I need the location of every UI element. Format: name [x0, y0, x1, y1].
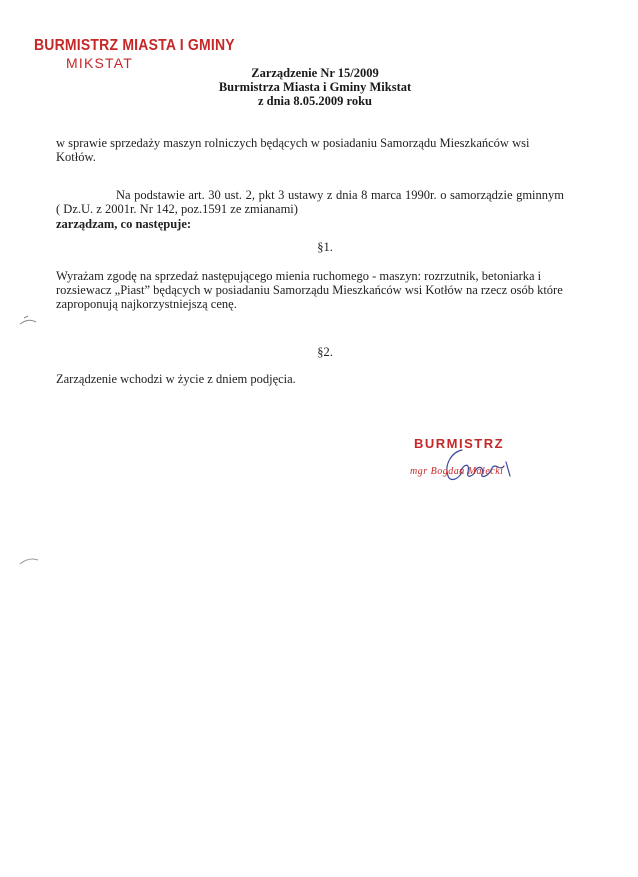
stamp-line-1: BURMISTRZ MIASTA I GMINY — [34, 34, 235, 54]
stamp-line-2: MIKSTAT — [66, 55, 133, 71]
official-stamp — [34, 34, 235, 71]
section-1-heading: §1. — [317, 240, 333, 254]
section-2-heading: §2. — [317, 345, 333, 359]
subject-paragraph: w sprawie sprzedaży maszyn rolniczych będących w posiadaniu Samorządu Mieszkańców wsi Kotłów. — [56, 136, 530, 164]
section-1-text: Wyrażam zgodę na sprzedaż następującego mienia ruchomego - maszyn: rozrzutnik, betoniarka i rozsiewacz „Piast” będących w posiadaniu Samorządu Mieszkańców wsi Kotłów na rzecz osób które zaproponują najkorzystniejszą cenę. — [56, 269, 563, 311]
issue-date: z dnia 8.05.2009 roku — [257, 94, 373, 108]
signature-block — [400, 432, 560, 492]
regulation-number: Zarządzenie Nr 15/2009 — [251, 66, 379, 80]
order-statement: zarządzam, co następuje: — [56, 217, 192, 231]
handwritten-signature — [400, 432, 560, 492]
signature-title: BURMISTRZ — [414, 436, 505, 451]
signatory-name: mgr Bogdan Małecki — [410, 466, 504, 477]
margin-mark — [18, 314, 40, 328]
document-header — [180, 66, 450, 108]
issuer: Burmistrza Miasta i Gminy Mikstat — [218, 80, 412, 94]
margin-mark — [18, 556, 42, 568]
legal-basis-text: Na podstawie art. 30 ust. 2, pkt 3 ustawy z dnia 8 marca 1990r. o samorządzie gminnym ( Dz.U. z 2001r. Nr 142, poz.1591 ze zmianami) — [56, 188, 564, 216]
section-2-text: Zarządzenie wchodzi w życie z dniem podjęcia. — [56, 372, 296, 386]
legal-basis-paragraph — [56, 188, 564, 216]
